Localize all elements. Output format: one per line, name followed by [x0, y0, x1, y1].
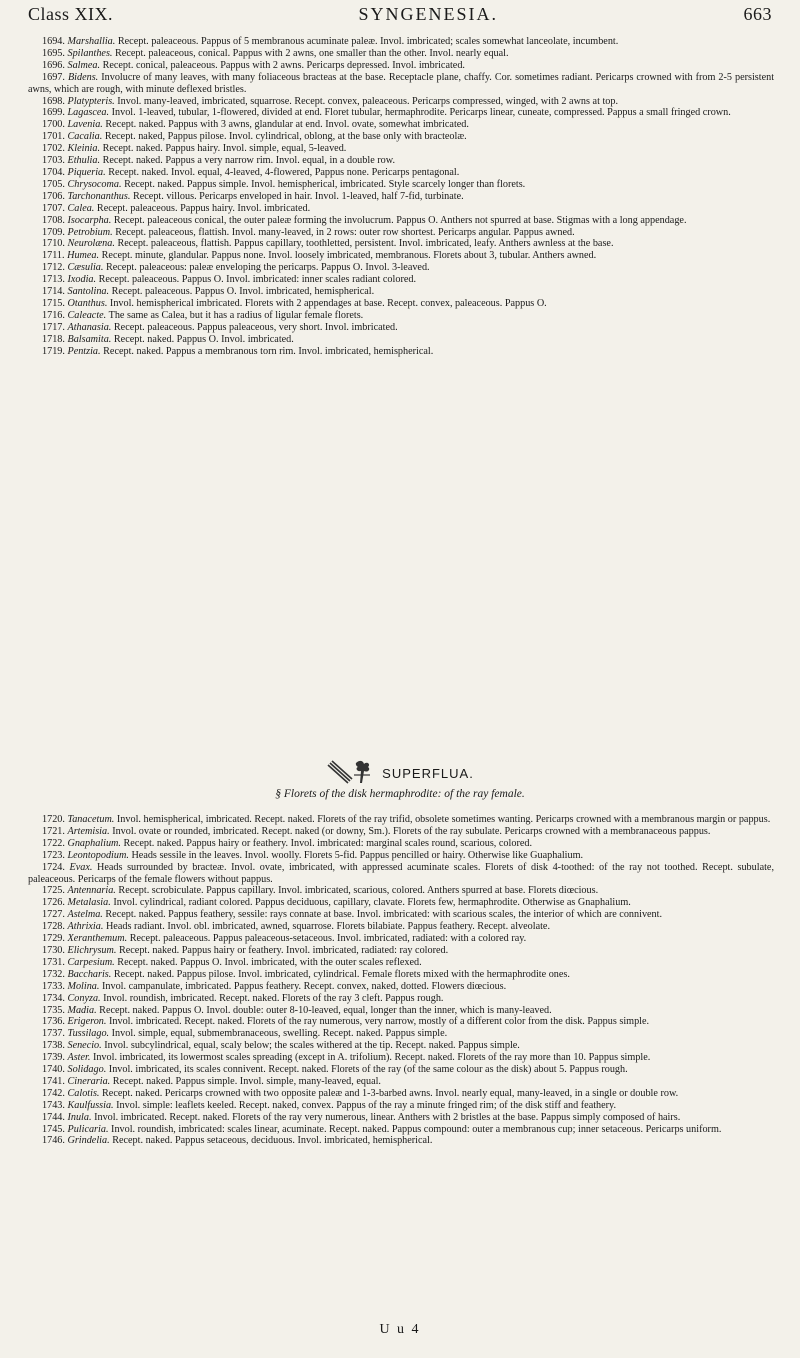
genus-entry — [28, 945, 774, 957]
entry-number: 1723. — [42, 849, 65, 861]
entry-number: 1697. — [42, 71, 65, 83]
genus-entry — [28, 1052, 774, 1064]
entry-number: 1738. — [42, 1040, 65, 1052]
entry-number: 1733. — [42, 980, 65, 992]
genus-description: Invol. imbricated, its lowermost scales spreading (except in A. trifolium). Recept. naked. Florets of the ray more than 10. Pappus simple. — [92, 1052, 651, 1064]
genus-name: Senecio. — [67, 1040, 102, 1052]
genus-description: Recept. paleaceous. Pappus paleaceous, very short. Invol. imbricated. — [113, 321, 398, 333]
entry-number: 1707. — [42, 202, 65, 214]
genus-description: Recept. naked. Pappus feathery, sessile: rays connate at base. Invol. imbricated: with scarious scales, the interior of which are connivent. — [105, 909, 663, 921]
genus-name: Carpesium. — [67, 956, 115, 968]
genus-name: Calotis. — [67, 1087, 100, 1099]
genus-description: Recept. minute, glandular. Pappus none. Invol. loosely imbricated, membranous. Florets about 3, tubular. Anthers awned. — [101, 250, 597, 262]
running-header — [28, 4, 772, 30]
genus-name: Elichrysum. — [67, 944, 117, 956]
entry-number: 1746. — [42, 1135, 65, 1147]
entry-number: 1730. — [42, 944, 65, 956]
genus-description: Recept. naked. Pappus O. Invol. imbricated. — [113, 333, 294, 345]
genus-description: Recept. naked. Pappus setaceous, deciduous. Invol. imbricated, hemispherical. — [112, 1135, 433, 1147]
genus-description: Invol. imbricated, its scales connivent. Recept. naked. Florets of the ray (of the same colour as the disk) about 5. Pappus rough. — [108, 1064, 628, 1076]
genus-entry — [28, 1040, 774, 1052]
entry-number: 1737. — [42, 1028, 65, 1040]
genus-entry — [28, 862, 774, 886]
genus-entry — [28, 1016, 774, 1028]
genus-name: Molina. — [67, 980, 100, 992]
genus-description: Invol. subcylindrical, equal, scaly below; the scales withered at the tip. Recept. naked. Pappus simple. — [104, 1040, 520, 1052]
entry-number: 1722. — [42, 837, 65, 849]
entry-number: 1700. — [42, 119, 65, 131]
page-number: 663 — [743, 4, 772, 24]
entry-number: 1725. — [42, 885, 65, 897]
genus-entry — [28, 250, 774, 262]
genus-entry — [28, 310, 774, 322]
genus-name: Cæsulia. — [67, 262, 104, 274]
entry-number: 1726. — [42, 897, 65, 909]
genus-entry — [28, 346, 774, 358]
genus-description: The same as Calea, but it has a radius of ligular female florets. — [108, 309, 364, 321]
entry-number: 1709. — [42, 226, 65, 238]
genus-description: Recept. naked. Pappus simple. Invol. hemispherical, imbricated. Style scarcely longer than florets. — [124, 178, 526, 190]
genus-description: Recept. paleaceous, flattish. Pappus capillary, toothletted, persistent. Invol. imbricated, leafy. Anthers awnless at the base. — [117, 238, 614, 250]
entry-number: 1704. — [42, 166, 65, 178]
entry-number: 1716. — [42, 309, 65, 321]
genus-entry — [28, 227, 774, 239]
genus-entry — [28, 60, 774, 72]
genus-entry — [28, 909, 774, 921]
entry-number: 1714. — [42, 286, 65, 298]
genus-description: Recept. naked. Pericarps crowned with two opposite paleæ and 1-3-barbed awns. Invol. nearly equal, many-leaved, in a single or double row. — [102, 1087, 679, 1099]
genus-entry — [28, 48, 774, 60]
genus-description: Recept. naked. Pappus with 3 awns, glandular at end. Invol. ovate, somewhat imbricated. — [105, 119, 469, 131]
entry-number: 1696. — [42, 59, 65, 71]
genus-name: Cacalia. — [67, 131, 103, 143]
genus-name: Cineraria. — [67, 1075, 111, 1087]
genus-description: Invol. cylindrical, radiant colored. Pappus deciduous, capillary, clavate. Florets few, hermaphrodite. Otherwise as Gnaphalium. — [113, 897, 631, 909]
genus-name: Lavenia. — [67, 119, 103, 131]
genus-name: Xeranthemum. — [67, 933, 128, 945]
genus-name: Athanasia. — [67, 321, 112, 333]
genus-description: Invol. simple: leaflets keeled. Recept. naked, convex. Pappus of the ray a minute fringed rim; of the disk stiff and feathery. — [116, 1099, 617, 1111]
genus-name: Erigeron. — [67, 1016, 107, 1028]
genus-name: Grindelia. — [67, 1135, 110, 1147]
genus-description: Recept. naked. Pappus simple. Invol. simple, many-leaved, equal. — [112, 1075, 381, 1087]
entry-number: 1732. — [42, 968, 65, 980]
genus-name: Metalasia. — [67, 897, 111, 909]
genus-entry — [28, 191, 774, 203]
genus-description: Invol. campanulate, imbricated. Pappus feathery. Recept. convex, naked, dotted. Flowers diœcious. — [102, 980, 507, 992]
genus-description: Invol. simple, equal, submembranaceous, swelling. Recept. naked. Pappus simple. — [111, 1028, 448, 1040]
genus-description: Heads radiant. Invol. obl. imbricated, awned, squarrose. Florets bilabiate. Pappus feathery. Recept. alveolate. — [105, 921, 550, 933]
entry-number: 1703. — [42, 155, 65, 167]
entry-number: 1708. — [42, 214, 65, 226]
genus-name: Kleinia. — [67, 143, 101, 155]
genus-entry — [28, 167, 774, 179]
genus-description: Invol. roundish, imbricated: scales linear, acuminate. Recept. naked. Pappus compound: outer a membranous cup; inner setaceous. Pericarps uniform. — [111, 1123, 722, 1135]
genus-description: Recept. scrobiculate. Pappus capillary. Invol. imbricated, scarious, colored. Anthers spurred at base. Florets diœcious. — [118, 885, 599, 897]
entry-number: 1741. — [42, 1075, 65, 1087]
genus-name: Bidens. — [67, 71, 99, 83]
genus-name: Inula. — [67, 1111, 92, 1123]
entry-number: 1720. — [42, 814, 65, 825]
genus-name: Tussilago. — [67, 1028, 110, 1040]
genus-entry — [28, 1100, 774, 1112]
entry-number: 1719. — [42, 345, 65, 357]
genus-description: Recept. paleaceous. Pappus of 5 membranous acuminate paleæ. Invol. imbricated; scales somewhat lanceolate, incumbent. — [117, 36, 619, 47]
genus-entry — [28, 96, 774, 108]
entry-number: 1717. — [42, 321, 65, 333]
genus-name: Athrixia. — [67, 921, 104, 933]
genus-entry — [28, 826, 774, 838]
entry-number: 1721. — [42, 825, 65, 837]
genus-entry — [28, 36, 774, 48]
genus-description: Invol. imbricated. Recept. naked. Florets of the ray very numerous, linear. Anthers with 2 bristles at the base. Pappus simply composed of hairs. — [94, 1111, 681, 1123]
entry-number: 1701. — [42, 131, 65, 143]
genus-entry — [28, 131, 774, 143]
entry-number: 1724. — [42, 861, 65, 873]
genus-description: Invol. imbricated. Recept. naked. Florets of the ray numerous, very narrow, mostly of a different color from the disk. Pappus simple. — [108, 1016, 650, 1028]
genus-entry — [28, 298, 774, 310]
genus-name: Solidago. — [67, 1064, 107, 1076]
genus-description: Recept. conical, paleaceous. Pappus with 2 awns. Pericarps depressed. Invol. imbricated. — [102, 59, 465, 71]
entry-number: 1745. — [42, 1123, 65, 1135]
genus-entry — [28, 1028, 774, 1040]
genus-name: Lagascea. — [67, 107, 110, 119]
entry-number: 1744. — [42, 1111, 65, 1123]
genus-name: Humea. — [67, 250, 100, 262]
genus-description: Invol. many-leaved, imbricated, squarrose. Recept. convex, paleaceous. Pericarps compressed, winged, with 2 awns at top. — [117, 95, 619, 107]
genus-entry — [28, 1135, 774, 1147]
entry-number: 1743. — [42, 1099, 65, 1111]
genus-name: Chrysocoma. — [67, 178, 122, 190]
entry-number: 1731. — [42, 956, 65, 968]
genus-entry — [28, 1064, 774, 1076]
entry-number: 1734. — [42, 992, 65, 1004]
genus-name: Kaulfussia. — [67, 1099, 114, 1111]
genus-name: Caleacte. — [67, 309, 107, 321]
genus-name: Conyza. — [67, 992, 101, 1004]
genus-description: Recept. naked. Pappus O. Invol. double: outer 8-10-leaved, equal, longer than the inner, which is many-leaved. — [99, 1004, 552, 1016]
entry-number: 1739. — [42, 1052, 65, 1064]
genus-description: Recept. naked. Pappus O. Invol. imbricated, with the outer scales reflexed. — [117, 956, 422, 968]
entry-number: 1736. — [42, 1016, 65, 1028]
entry-number: 1699. — [42, 107, 65, 119]
genus-entry — [28, 274, 774, 286]
genus-name: Ethulia. — [67, 155, 101, 167]
genus-name: Madia. — [67, 1004, 97, 1016]
genus-entry — [28, 334, 774, 346]
entry-number: 1715. — [42, 297, 65, 309]
genus-entry — [28, 1124, 774, 1136]
genus-name: Platypteris. — [67, 95, 115, 107]
genus-entry — [28, 993, 774, 1005]
genus-name: Neurolæna. — [67, 238, 115, 250]
entry-number: 1698. — [42, 95, 65, 107]
entry-number: 1711. — [42, 250, 65, 262]
section-subheading: § Florets of the disk hermaphrodite: of the ray female. — [275, 788, 525, 800]
genus-entry — [28, 203, 774, 215]
genus-entry — [28, 897, 774, 909]
header-class: Class XIX. — [28, 4, 113, 24]
genus-description: Recept. paleaceous: paleæ enveloping the pericarps. Pappus O. Invol. 3-leaved. — [105, 262, 430, 274]
genus-description: Recept. paleaceous. Pappus O. Invol. imbricated: inner scales radiant colored. — [98, 274, 416, 286]
entry-number: 1694. — [42, 36, 65, 47]
floral-ornament-icon — [326, 759, 372, 787]
entry-number: 1713. — [42, 274, 65, 286]
genus-name: Tanacetum. — [67, 814, 115, 825]
entry-number: 1735. — [42, 1004, 65, 1016]
genus-description: Recept. paleaceous conical, the outer paleæ forming the involucrum. Pappus O. Anthers not spurred at base. Stigmas with a long appendage. — [113, 214, 687, 226]
genus-description: Recept. naked. Pappus hairy. Invol. simple, equal, 5-leaved. — [102, 143, 347, 155]
entry-number: 1706. — [42, 190, 65, 202]
genus-entry — [28, 119, 774, 131]
genus-name: Salmea. — [67, 59, 101, 71]
genus-entry — [28, 155, 774, 167]
genus-entry — [28, 933, 774, 945]
genus-entry — [28, 1005, 774, 1017]
header-title: SYNGENESIA. — [358, 4, 498, 24]
genus-description: Recept. paleaceous. Pappus paleaceous-setaceous. Invol. imbricated, radiated: with a colored ray. — [129, 933, 527, 945]
genus-name: Aster. — [67, 1052, 91, 1064]
genus-description: Recept. naked, Pappus pilose. Invol. cylindrical, oblong, at the base only with bracteolæ. — [104, 131, 467, 143]
genus-entry — [28, 143, 774, 155]
entry-number: 1727. — [42, 909, 65, 921]
genus-description: Heads sessile in the leaves. Invol. woolly. Florets 5-fid. Pappus pencilled or hairy. Otherwise like Guaphalium. — [131, 849, 584, 861]
printer-signature: U u 4 — [379, 1322, 421, 1337]
entry-number: 1742. — [42, 1087, 65, 1099]
genus-description: Recept. paleaceous, conical. Pappus with 2 awns, one smaller than the other. Invol. nearly equal. — [115, 47, 509, 59]
genus-description: Recept. paleaceous, flattish. Invol. many-leaved, in 2 rows: outer row shortest. Pericarps angular. Pappus awned. — [115, 226, 575, 238]
genus-entry — [28, 1112, 774, 1124]
genus-name: Petrobium. — [67, 226, 113, 238]
genus-name: Marshallia. — [67, 36, 116, 47]
genus-description: Recept. naked. Pappus a membranous torn rim. Invol. imbricated, hemispherical. — [103, 345, 434, 357]
genus-description: Involucre of many leaves, with many foliaceous bracteas at the base. Receptacle plane, chaffy. Cor. sometimes radiant. Pericarps crowned with from 2-5 persistent awns, which are rough, with minute deflexed bristles. — [28, 71, 775, 95]
genus-entry — [28, 885, 774, 897]
genus-name: Calea. — [67, 202, 95, 214]
genus-entry — [28, 981, 774, 993]
genus-name: Gnaphalium. — [67, 837, 121, 849]
genus-name: Leontopodium. — [67, 849, 129, 861]
genus-entry — [28, 72, 774, 96]
genus-entry — [28, 814, 774, 826]
genus-list-bottom — [28, 814, 774, 1147]
genus-name: Pulicaria. — [67, 1123, 109, 1135]
genus-entry — [28, 107, 774, 119]
genus-entry — [28, 838, 774, 850]
genus-name: Pentzia. — [67, 345, 101, 357]
genus-description: Recept. paleaceous. Pappus O. Invol. imbricated, hemispherical. — [111, 286, 375, 298]
entry-number: 1728. — [42, 921, 65, 933]
genus-entry — [28, 1088, 774, 1100]
genus-description: Recept. naked. Pappus a very narrow rim. Invol. equal, in a double row. — [102, 155, 395, 167]
genus-name: Spilanthes. — [67, 47, 113, 59]
entry-number: 1702. — [42, 143, 65, 155]
genus-name: Otanthus. — [67, 297, 108, 309]
genus-entry — [28, 179, 774, 191]
genus-name: Isocarpha. — [67, 214, 112, 226]
genus-description: Heads surrounded by bracteæ. Invol. ovate, imbricated, with appressed acuminate scales. Florets of disk 4-toothed: of the ray not toothed. Recept. subulate, paleaceous. Pericarps of the female flowers without pappus. — [28, 861, 774, 885]
genus-description: Invol. ovate or rounded, imbricated. Recept. naked (or downy, Sm.). Florets of the ray subulate. Pericarps crowned with a membranaceous pappus. — [112, 825, 711, 837]
genus-description: Recept. naked. Pappus hairy or feathery. Invol. imbricated, radiated: ray colored. — [118, 944, 449, 956]
entry-number: 1710. — [42, 238, 65, 250]
genus-entry — [28, 286, 774, 298]
entry-number: 1718. — [42, 333, 65, 345]
genus-name: Evax. — [69, 861, 93, 873]
genus-description: Invol. hemispherical, imbricated. Recept. naked. Florets of the ray trifid, obsolete sometimes wanting. Pericarps crowned with a membranous margin or pappus. — [116, 814, 771, 825]
genus-description: Recept. naked. Pappus hairy or feathery. Invol. imbricated: marginal scales round, scarious, colored. — [123, 837, 532, 849]
genus-name: Tarchonanthus. — [67, 190, 131, 202]
genus-entry — [28, 1076, 774, 1088]
genus-entry — [28, 262, 774, 274]
entry-number: 1712. — [42, 262, 65, 274]
genus-description: Invol. roundish, imbricated. Recept. naked. Florets of the ray 3 cleft. Pappus rough. — [103, 992, 444, 1004]
genus-name: Baccharis. — [67, 968, 112, 980]
genus-name: Antennaria. — [67, 885, 116, 897]
genus-entry — [28, 215, 774, 227]
genus-entry — [28, 238, 774, 250]
entry-number: 1695. — [42, 47, 65, 59]
genus-name: Balsamita. — [67, 333, 112, 345]
entry-number: 1729. — [42, 933, 65, 945]
genus-entry — [28, 921, 774, 933]
genus-name: Astelma. — [67, 909, 103, 921]
genus-description: Recept. paleaceous. Pappus hairy. Invol. imbricated. — [96, 202, 311, 214]
genus-entry — [28, 850, 774, 862]
section-title: SUPERFLUA. — [382, 765, 474, 781]
genus-entry — [28, 969, 774, 981]
section-heading — [0, 758, 800, 788]
entry-number: 1705. — [42, 178, 65, 190]
genus-description: Recept. naked. Invol. equal, 4-leaved, 4-flowered, Pappus none. Pericarps pentagonal. — [108, 166, 460, 178]
genus-description: Invol. 1-leaved, tubular, 1-flowered, divided at end. Floret tubular, hermaphrodite. Pericarps linear, cuneate, compressed. Pappus a small fringed crown. — [111, 107, 731, 119]
entry-number: 1740. — [42, 1064, 65, 1076]
genus-name: Piqueria. — [67, 166, 106, 178]
genus-entry — [28, 322, 774, 334]
genus-name: Santolina. — [67, 286, 110, 298]
genus-list-top — [28, 36, 774, 357]
genus-entry — [28, 957, 774, 969]
genus-description: Invol. hemispherical imbricated. Florets with 2 appendages at base. Recept. convex, paleaceous. Pappus O. — [109, 297, 547, 309]
genus-description: Recept. naked. Pappus pilose. Invol. imbricated, cylindrical. Female florets mixed with the hermaphrodite ones. — [113, 968, 570, 980]
genus-name: Ixodia. — [67, 274, 97, 286]
genus-description: Recept. villous. Pericarps enveloped in hair. Invol. 1-leaved, half 7-fid, turbinate. — [132, 190, 464, 202]
genus-name: Artemisia. — [67, 825, 110, 837]
